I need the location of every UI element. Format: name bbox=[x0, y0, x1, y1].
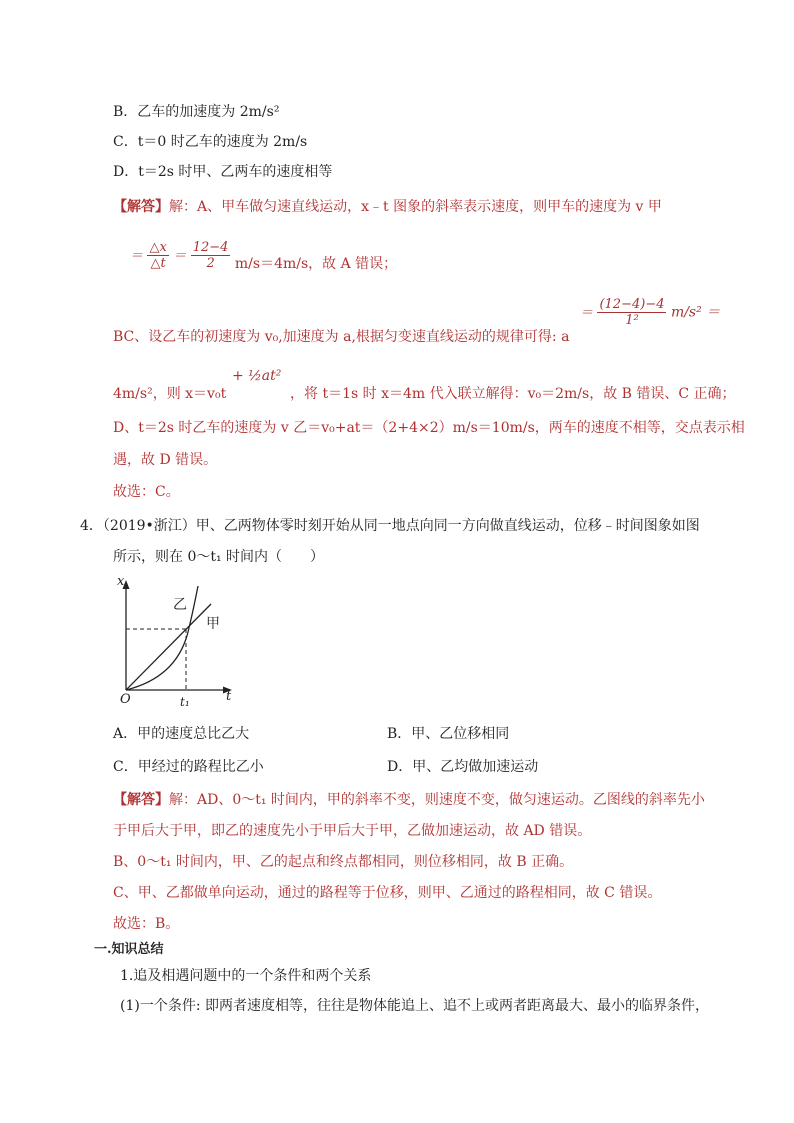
q3-answer-line5: D、t＝2s 时乙车的速度为 v 乙＝v₀+at＝（2+4×2）m/s＝10m/s，两车的速度不相等，交点表示相 bbox=[113, 420, 745, 436]
q4-stem-line2: 所示，则在 0～t₁ 时间内（ ） bbox=[113, 549, 325, 565]
q4-answer-line2: 于甲后大于甲，即乙的速度先小于甲后大于甲，乙做加速运动，故 AD 错误。 bbox=[113, 823, 592, 839]
half-at-squared: + ½at² bbox=[232, 368, 282, 384]
equals-sign: ＝ bbox=[130, 248, 144, 264]
q3-answer-line2 bbox=[130, 240, 397, 271]
q4-option-d: D．甲、乙均做加速运动 bbox=[387, 759, 539, 775]
q3-option-d: D．t＝2s 时甲、乙两车的速度相等 bbox=[113, 164, 333, 180]
q3-answer-line3: BC、设乙车的初速度为 v₀,加速度为 a,根据匀变速直线运动的规律可得: a bbox=[113, 329, 570, 345]
summary-item-1: 1.追及相遇问题中的一个条件和两个关系 bbox=[120, 968, 372, 984]
q4-option-a: A．甲的速度总比乙大 bbox=[113, 726, 250, 742]
t1-label: t₁ bbox=[180, 695, 190, 709]
q3-answer-line6: 遇，故 D 错误。 bbox=[113, 452, 218, 468]
fraction-denominator: △t bbox=[150, 256, 166, 271]
x-axis-label: t bbox=[226, 689, 232, 704]
line-jia bbox=[126, 604, 211, 690]
q4-answer-line3: B、0～t₁ 时间内，甲、乙的起点和终点都相同，则位移相同，故 B 正确。 bbox=[113, 854, 574, 870]
curve-yi-label: 乙 bbox=[173, 597, 187, 613]
q3-answer-choice: 故选：C。 bbox=[113, 484, 180, 500]
q4-option-b: B．甲、乙位移相同 bbox=[387, 726, 510, 742]
q3-answer-line1 bbox=[113, 197, 662, 217]
fraction-numerator: 12−4 bbox=[192, 240, 229, 255]
line-jia-label: 甲 bbox=[206, 616, 220, 632]
equals-sign: ＝ bbox=[173, 248, 187, 264]
fraction-denominator: 2 bbox=[206, 256, 215, 271]
y-axis-label: x bbox=[117, 574, 125, 589]
fraction-denominator: 1² bbox=[625, 313, 639, 328]
fraction-12-4 bbox=[191, 240, 231, 271]
answer-text: 解：AD、0～t₁ 时间内，甲的斜率不变，则速度不变，做匀速运动。乙图线的斜率先小 bbox=[169, 792, 705, 808]
equals-sign: ＝ bbox=[580, 305, 594, 321]
acceleration-formula bbox=[580, 297, 720, 328]
position-time-graph bbox=[108, 572, 248, 712]
q3-option-c: C．t＝0 时乙车的速度为 2m/s bbox=[113, 134, 308, 150]
summary-heading: 一.知识总结 bbox=[94, 942, 164, 957]
answer-tag: 【解答】 bbox=[113, 792, 169, 808]
acceleration-unit: m/s² ＝ bbox=[670, 304, 721, 321]
q3-answer-line4: 4m/s²，则 x＝v₀t bbox=[113, 386, 227, 402]
curve-yi bbox=[126, 586, 198, 690]
q4-answer-choice: 故选：B。 bbox=[113, 916, 180, 932]
q4-answer-line4: C、甲、乙都做单向运动，通过的路程等于位移，则甲、乙通过的路程相同，故 C 错误。 bbox=[113, 885, 662, 901]
fraction-numerator: (12−4)−4 bbox=[599, 297, 665, 312]
q3-answer-line4-tail: ，将 t＝1s 时 x＝4m 代入联立解得：v₀＝2m/s，故 B 错误、C 正确； bbox=[290, 386, 736, 402]
fraction-acceleration bbox=[597, 297, 666, 328]
q4-answer-line1 bbox=[113, 790, 705, 810]
velocity-result: m/s＝4m/s，故 A 错误； bbox=[234, 255, 398, 272]
summary-item-1-1: (1)一个条件: 即两者速度相等，往往是物体能追上、追不上或两者距离最大、最小的临界条件， bbox=[120, 998, 709, 1014]
q3-option-b: B．乙车的加速度为 2m/s² bbox=[113, 104, 280, 120]
answer-text: 解：A、甲车做匀速直线运动，x﹣t 图象的斜率表示速度，则甲车的速度为 v 甲 bbox=[169, 199, 662, 215]
fraction-dx-dt bbox=[147, 240, 168, 271]
q4-stem-line1: 4．（2019•浙江）甲、乙两物体零时刻开始从同一地点向同一方向做直线运动，位移﹣时间图象如图 bbox=[80, 518, 700, 534]
origin-label: O bbox=[120, 692, 131, 707]
fraction-numerator: △x bbox=[149, 240, 167, 255]
answer-tag: 【解答】 bbox=[113, 199, 169, 215]
q4-option-c: C．甲经过的路程比乙小 bbox=[113, 759, 264, 775]
